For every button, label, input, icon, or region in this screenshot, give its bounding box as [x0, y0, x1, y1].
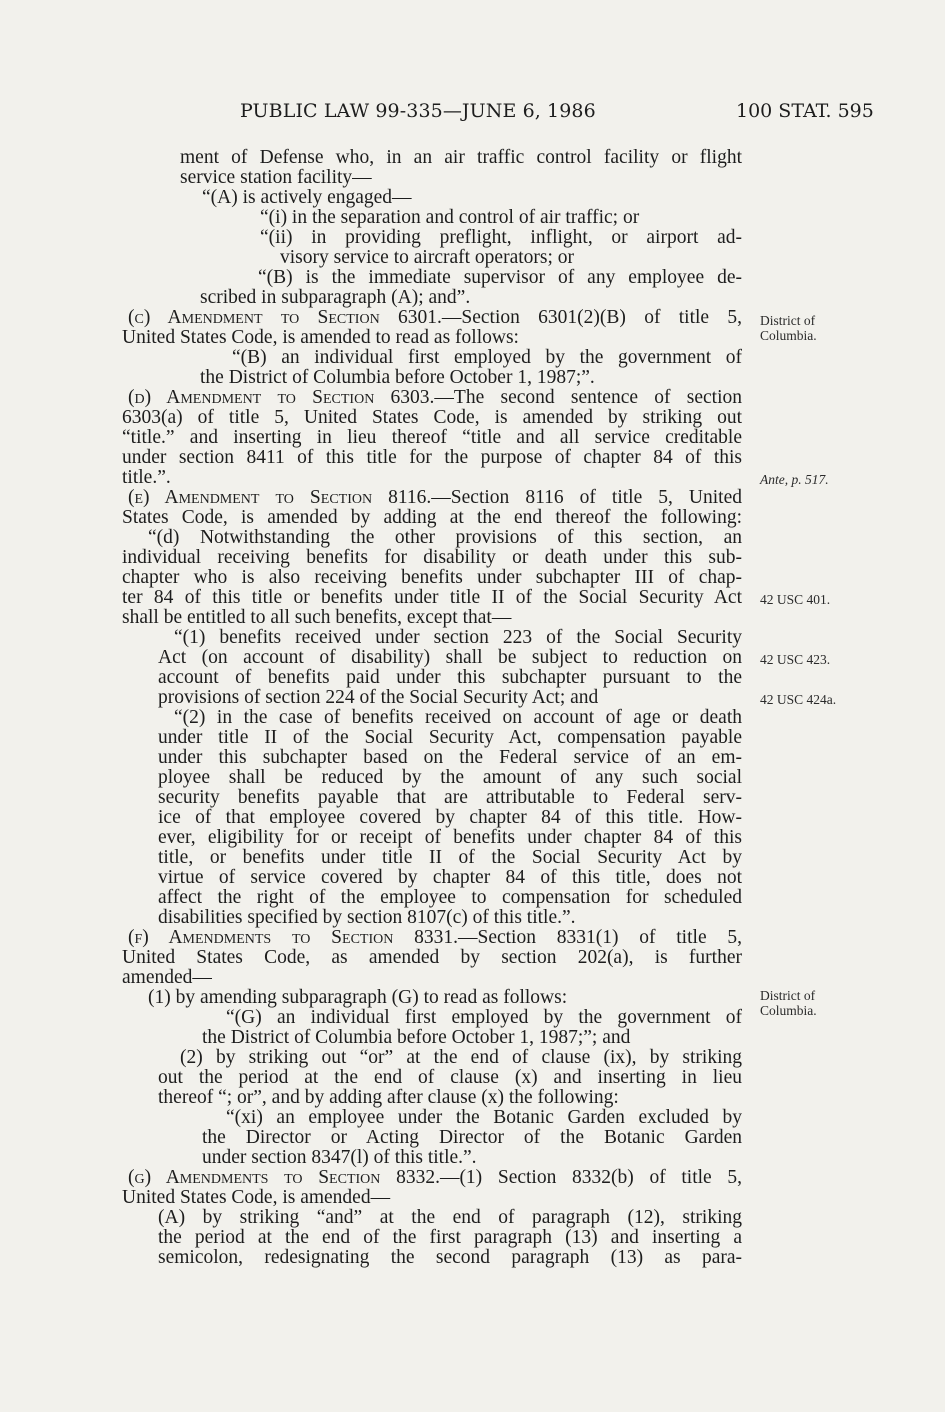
text-line: United States Code, as amended by section 202(a), is further [122, 948, 742, 968]
text-line: amended— [122, 968, 212, 988]
heading-text: 8331.—Section 8331(1) of title 5, [393, 928, 742, 948]
text-line: the District of Columbia before October 1, 1987;”; and [202, 1028, 631, 1048]
text-line: “(B) is the immediate supervisor of any employee de- [258, 268, 742, 288]
text-line: visory service to aircraft operators; or [280, 248, 575, 268]
text-line: “(ii) in providing preflight, inflight, or airport ad- [260, 228, 742, 248]
section-heading: (g) Amendments to Section [128, 1168, 381, 1188]
text-line: ployee shall be reduced by the amount of any such social [158, 768, 742, 788]
margin-note-42-usc-424a: 42 USC 424a. [760, 692, 837, 707]
margin-note-42-usc-423: 42 USC 423. [760, 652, 831, 667]
text-line: States Code, is amended by adding at the end thereof the following: [122, 508, 742, 528]
text-line: semicolon, redesignating the second paragraph (13) as para- [158, 1248, 742, 1268]
text-line: thereof “; or”, and by adding after clause (x) the following: [158, 1088, 619, 1108]
subsection-g-heading [122, 1168, 742, 1188]
text-line: “(1) benefits received under section 223 of the Social Security [174, 628, 742, 648]
text-line: service station facility— [180, 168, 372, 188]
text-line: provisions of section 224 of the Social Security Act; and [158, 688, 599, 708]
text-line: “(A) is actively engaged— [202, 188, 412, 208]
heading-text: 8332.—(1) Section 8332(b) of title 5, [380, 1168, 742, 1188]
text-line: disabilities specified by section 8107(c) of this title.”. [158, 908, 576, 928]
text-line: individual receiving benefits for disability or death under this sub- [122, 548, 742, 568]
text-line: affect the right of the employee to compensation for scheduled [158, 888, 742, 908]
text-line: “(B) an individual first employed by the government of [232, 348, 742, 368]
text-line: scribed in subparagraph (A); and”. [200, 288, 471, 308]
text-line: under section 8347(l) of this title.”. [202, 1148, 477, 1168]
text-line: (1) by amending subparagraph (G) to read as follows: [148, 988, 568, 1008]
text-line: out the period at the end of clause (x) and inserting in lieu [158, 1068, 742, 1088]
heading-text: 6301.—Section 6301(2)(B) of title 5, [379, 308, 742, 328]
body-text [122, 148, 742, 1268]
margin-note-ante [760, 472, 829, 487]
text-line: ice of that employee covered by chapter 84 of this title. How- [158, 808, 742, 828]
margin-note-district-of-columbia [760, 313, 850, 343]
text-line: the District of Columbia before October 1, 1987;”. [200, 368, 595, 388]
text-line: under title II of the Social Security Act, compensation payable [158, 728, 742, 748]
text-line: ter 84 of this title or benefits under title II of the Social Security Act [122, 588, 742, 608]
text-line: title, or benefits under title II of the Social Security Act by [158, 848, 742, 868]
section-heading: (d) Amendment to Section [128, 388, 375, 408]
margin-note-text: District of Columbia. [760, 313, 817, 343]
heading-text: 6303.—The second sentence of section [374, 388, 742, 408]
text-line: 6303(a) of title 5, United States Code, is amended by striking out [122, 408, 742, 428]
heading-text: 8116.—Section 8116 of title 5, United [372, 488, 742, 508]
text-line: title.”. [122, 468, 171, 488]
running-head: PUBLIC LAW 99-335—JUNE 6, 1986 [240, 100, 596, 122]
text-line: “(i) in the separation and control of air traffic; or [260, 208, 640, 228]
section-heading: (c) Amendment to Section [128, 308, 380, 328]
text-line: “title.” and inserting in lieu thereof “title and all service creditable [122, 428, 742, 448]
text-line: (2) by striking out “or” at the end of clause (ix), by striking [180, 1048, 742, 1068]
text-line: (A) by striking “and” at the end of paragraph (12), striking [158, 1208, 742, 1228]
text-line: United States Code, is amended— [122, 1188, 391, 1208]
text-line: under this subchapter based on the Federal service of an em- [158, 748, 742, 768]
section-heading: (f) Amendments to Section [128, 928, 394, 948]
text-line: “(d) Notwithstanding the other provisions of this section, an [148, 528, 742, 548]
section-heading: (e) Amendment to Section [128, 488, 373, 508]
margin-note-text: Ante, p. 517. [760, 472, 829, 487]
subsection-c-heading [122, 308, 742, 328]
text-line: security benefits payable that are attributable to Federal serv- [158, 788, 742, 808]
subsection-d-heading [122, 388, 742, 408]
margin-note-district-of-columbia-2 [760, 988, 850, 1018]
text-line: account of benefits paid under this subchapter pursuant to the [158, 668, 742, 688]
margin-note-42-usc-401: 42 USC 401. [760, 592, 831, 607]
text-line: “(2) in the case of benefits received on account of age or death [174, 708, 742, 728]
text-line: “(xi) an employee under the Botanic Garden excluded by [226, 1108, 742, 1128]
text-line: the Director or Acting Director of the Botanic Garden [202, 1128, 742, 1148]
statute-page-citation: 100 STAT. 595 [736, 100, 874, 122]
text-line: Act (on account of disability) shall be subject to reduction on [158, 648, 742, 668]
text-line: United States Code, is amended to read as follows: [122, 328, 519, 348]
text-line: “(G) an individual first employed by the government of [226, 1008, 742, 1028]
page-header [0, 100, 945, 130]
text-line: under section 8411 of this title for the purpose of chapter 84 of this [122, 448, 742, 468]
text-line: ment of Defense who, in an air traffic control facility or flight [180, 148, 742, 168]
text-line: the period at the end of the first paragraph (13) and inserting a [158, 1228, 742, 1248]
margin-note-text: District of Columbia. [760, 988, 817, 1018]
subsection-e-heading [122, 488, 742, 508]
text-line: chapter who is also receiving benefits under subchapter III of chap- [122, 568, 742, 588]
subsection-f-heading [122, 928, 742, 948]
text-line: virtue of service covered by chapter 84 of this title, does not [158, 868, 742, 888]
text-line: shall be entitled to all such benefits, except that— [122, 608, 512, 628]
text-line: ever, eligibility for or receipt of benefits under chapter 84 of this [158, 828, 742, 848]
